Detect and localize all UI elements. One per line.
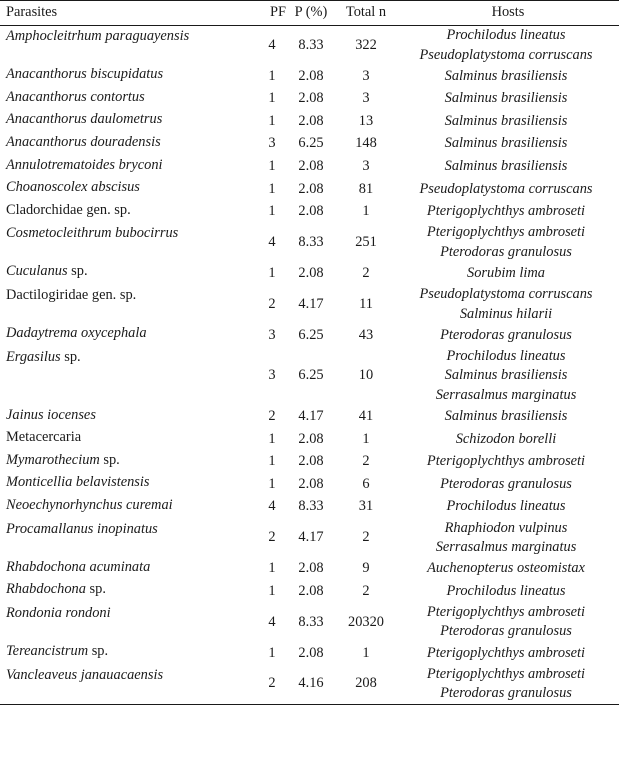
table-row	[0, 285, 619, 324]
cell-prevalence: 6.25	[298, 135, 324, 152]
cell-pf: 1	[268, 430, 276, 447]
cell-prevalence: 2.08	[298, 90, 324, 107]
cell-prevalence: 2.08	[298, 475, 324, 492]
table-row	[0, 558, 619, 581]
table-row	[0, 178, 619, 201]
table-row	[0, 665, 619, 705]
cell-hosts	[397, 324, 619, 347]
parasite-name: Rhabdochona acuminata	[6, 558, 151, 575]
host-name: Prochilodus lineatus	[446, 347, 566, 364]
table-row	[0, 642, 619, 665]
cell-prevalence: 4.17	[298, 408, 324, 425]
host-name: Pterigoplychthys ambroseti	[426, 453, 586, 470]
cell-hosts	[397, 473, 619, 496]
table-row	[0, 26, 619, 66]
cell-hosts	[397, 580, 619, 603]
cell-hosts	[397, 133, 619, 156]
cell-hosts	[397, 347, 619, 406]
cell-prevalence: 2.08	[298, 67, 324, 84]
cell-pf: 1	[268, 180, 276, 197]
cell-pf: 1	[268, 453, 276, 470]
cell-prevalence: 8.33	[298, 613, 324, 630]
host-name: Pterigoplychthys ambroseti	[426, 665, 586, 682]
cell-pf: 2	[268, 675, 276, 692]
cell-hosts	[397, 558, 619, 581]
parasite-name: Dadaytrema oxycephala	[6, 325, 147, 342]
host-name: Prochilodus lineatus	[446, 582, 566, 599]
cell-hosts	[397, 156, 619, 179]
cell-prevalence: 2.08	[298, 453, 324, 470]
parasite-name: Anacanthorus biscupidatus	[6, 66, 164, 83]
parasite-name: Monticellia belavistensis	[6, 474, 150, 491]
cell-pf: 3	[268, 326, 276, 343]
cell-hosts	[397, 406, 619, 429]
host-name: Auchenopterus osteomistax	[427, 560, 585, 577]
cell-hosts	[397, 26, 619, 66]
column-header-hosts: Hosts	[491, 4, 525, 20]
cell-pf: 3	[268, 367, 276, 384]
host-name: Salminus brasiliensis	[444, 408, 568, 425]
table-row	[0, 603, 619, 642]
cell-total-n: 3	[362, 67, 370, 84]
cell-hosts	[397, 642, 619, 665]
cell-pf: 1	[268, 90, 276, 107]
header-row	[0, 1, 619, 26]
cell-prevalence: 2.08	[298, 644, 324, 661]
cell-prevalence: 2.08	[298, 158, 324, 175]
cell-prevalence: 2.08	[298, 560, 324, 577]
cell-hosts	[397, 110, 619, 133]
parasite-name: Jainus iocenses	[6, 406, 96, 423]
parasite-name: Cuculanus sp.	[6, 263, 88, 280]
table-row	[0, 110, 619, 133]
cell-total-n: 10	[358, 367, 374, 384]
host-name: Rhaphiodon vulpinus	[444, 519, 568, 536]
table-header	[0, 1, 619, 26]
table-bottom-rule	[0, 704, 619, 705]
cell-pf: 1	[268, 203, 276, 220]
table-row	[0, 451, 619, 474]
cell-total-n: 20320	[348, 613, 384, 630]
cell-prevalence: 6.25	[298, 367, 324, 384]
table-row	[0, 519, 619, 558]
table-body	[0, 26, 619, 705]
cell-pf: 4	[268, 234, 276, 251]
host-name: Pterigoplychthys ambroseti	[426, 203, 586, 220]
parasite-name: Anacanthorus contortus	[6, 88, 145, 105]
column-header-parasites: Parasites	[6, 4, 58, 20]
host-name: Pterodoras granulosus	[440, 475, 572, 492]
host-name: Sorubim lima	[467, 264, 545, 281]
cell-hosts	[397, 451, 619, 474]
parasite-name: Ergasilus sp.	[6, 348, 81, 365]
table-row	[0, 496, 619, 519]
cell-hosts	[397, 65, 619, 88]
cell-pf: 1	[268, 158, 276, 175]
parasite-name: Rhabdochona sp.	[6, 581, 106, 598]
cell-total-n: 2	[362, 264, 370, 281]
host-name: Salminus brasiliensis	[444, 367, 568, 384]
cell-prevalence: 4.16	[298, 675, 324, 692]
cell-total-n: 13	[358, 112, 374, 129]
cell-pf: 1	[268, 582, 276, 599]
cell-prevalence: 4.17	[298, 529, 324, 546]
cell-total-n: 2	[362, 529, 370, 546]
cell-total-n: 31	[358, 498, 374, 515]
host-name: Pterodoras granulosus	[440, 685, 572, 702]
cell-total-n: 11	[359, 295, 373, 312]
parasite-name: Neoechynorhynchus curemai	[6, 496, 173, 513]
host-name: Salminus brasiliensis	[444, 90, 568, 107]
cell-hosts	[397, 285, 619, 324]
cell-pf: 2	[268, 529, 276, 546]
cell-prevalence: 8.33	[298, 234, 324, 251]
parasite-name: Tereancistrum sp.	[6, 643, 109, 660]
cell-hosts	[397, 665, 619, 705]
cell-total-n: 1	[362, 430, 370, 447]
cell-total-n: 43	[358, 326, 374, 343]
parasite-name: Mymarothecium sp.	[6, 451, 120, 468]
table-row	[0, 65, 619, 88]
cell-pf: 2	[268, 295, 276, 312]
cell-hosts	[397, 519, 619, 558]
cell-pf: 4	[268, 36, 276, 53]
parasite-name: Metacercaria	[6, 429, 82, 446]
host-name: Salminus brasiliensis	[444, 158, 568, 175]
parasite-name: Procamallanus inopinatus	[6, 520, 158, 537]
cell-pf: 1	[268, 644, 276, 661]
cell-hosts	[397, 496, 619, 519]
cell-total-n: 251	[355, 234, 377, 251]
table-row	[0, 262, 619, 285]
host-name: Pseudoplatystoma corruscans	[419, 46, 593, 63]
cell-pf: 1	[268, 112, 276, 129]
parasite-name: Anacanthorus douradensis	[6, 133, 161, 150]
cell-prevalence: 2.08	[298, 582, 324, 599]
host-name: Schizodon borelli	[455, 430, 557, 447]
column-header-total-n: Total n	[345, 4, 387, 20]
host-name: Pterodoras granulosus	[440, 326, 572, 343]
host-name: Pterodoras granulosus	[440, 243, 572, 260]
cell-prevalence: 8.33	[298, 36, 324, 53]
host-name: Pterigoplychthys ambroseti	[426, 603, 586, 620]
table-row	[0, 88, 619, 111]
cell-total-n: 148	[355, 135, 377, 152]
table-row	[0, 133, 619, 156]
table-row	[0, 201, 619, 224]
cell-pf: 4	[268, 613, 276, 630]
cell-hosts	[397, 603, 619, 642]
table-row	[0, 428, 619, 451]
cell-pf: 3	[268, 135, 276, 152]
cell-total-n: 2	[362, 582, 370, 599]
host-name: Pseudoplatystoma corruscans	[419, 286, 593, 303]
cell-hosts	[397, 223, 619, 262]
column-header-pf: PF	[269, 4, 286, 20]
parasite-name: Cladorchidae gen. sp.	[6, 201, 131, 218]
cell-prevalence: 6.25	[298, 326, 324, 343]
cell-hosts	[397, 262, 619, 285]
parasite-name: Cosmetocleithrum bubocirrus	[6, 225, 179, 242]
host-name: Pterodoras granulosus	[440, 623, 572, 640]
cell-total-n: 6	[362, 475, 370, 492]
cell-pf: 1	[268, 475, 276, 492]
cell-hosts	[397, 178, 619, 201]
cell-total-n: 3	[362, 158, 370, 175]
table-row	[0, 580, 619, 603]
cell-total-n: 322	[355, 36, 377, 53]
table-row	[0, 347, 619, 406]
parasite-name: Choanoscolex abscisus	[6, 179, 140, 196]
cell-total-n: 41	[358, 408, 374, 425]
parasite-name: Annulotrematoides bryconi	[6, 156, 163, 173]
host-name: Pterigoplychthys ambroseti	[426, 644, 586, 661]
host-name: Salminus brasiliensis	[444, 112, 568, 129]
column-header-prevalence: P (%)	[294, 4, 328, 20]
cell-prevalence: 4.17	[298, 295, 324, 312]
cell-total-n: 1	[362, 203, 370, 220]
host-name: Salminus brasiliensis	[444, 135, 568, 152]
cell-hosts	[397, 88, 619, 111]
parasite-name: Rondonia rondoni	[6, 604, 111, 621]
host-name: Prochilodus lineatus	[446, 27, 566, 43]
cell-total-n: 3	[362, 90, 370, 107]
cell-prevalence: 8.33	[298, 498, 324, 515]
host-name: Pseudoplatystoma corruscans	[419, 180, 593, 197]
table-row	[0, 324, 619, 347]
cell-total-n: 2	[362, 453, 370, 470]
cell-pf: 1	[268, 560, 276, 577]
cell-total-n: 208	[355, 675, 377, 692]
parasite-name: Vancleaveus janauacaensis	[6, 666, 164, 683]
host-name: Prochilodus lineatus	[446, 498, 566, 515]
host-name: Pterigoplychthys ambroseti	[426, 224, 586, 241]
cell-hosts	[397, 428, 619, 451]
cell-total-n: 1	[362, 644, 370, 661]
host-name: Serrasalmus marginatus	[435, 539, 577, 556]
cell-hosts	[397, 201, 619, 224]
cell-total-n: 9	[362, 560, 370, 577]
table-row	[0, 156, 619, 179]
cell-pf: 4	[268, 498, 276, 515]
table-row	[0, 473, 619, 496]
host-name: Salminus hilarii	[459, 305, 553, 322]
parasite-name: Dactilogiridae gen. sp.	[6, 287, 137, 304]
cell-prevalence: 2.08	[298, 112, 324, 129]
table-row	[0, 406, 619, 429]
table-row	[0, 223, 619, 262]
parasite-name: Amphocleitrhum paraguayensis	[6, 28, 190, 44]
host-name: Serrasalmus marginatus	[435, 386, 577, 403]
cell-pf: 2	[268, 408, 276, 425]
host-name: Salminus brasiliensis	[444, 67, 568, 84]
cell-total-n: 81	[358, 180, 374, 197]
cell-pf: 1	[268, 264, 276, 281]
cell-prevalence: 2.08	[298, 180, 324, 197]
cell-prevalence: 2.08	[298, 203, 324, 220]
cell-prevalence: 2.08	[298, 430, 324, 447]
cell-pf: 1	[268, 67, 276, 84]
cell-prevalence: 2.08	[298, 264, 324, 281]
parasite-name: Anacanthorus daulometrus	[6, 111, 163, 128]
bottom-rule-cell	[0, 704, 619, 705]
